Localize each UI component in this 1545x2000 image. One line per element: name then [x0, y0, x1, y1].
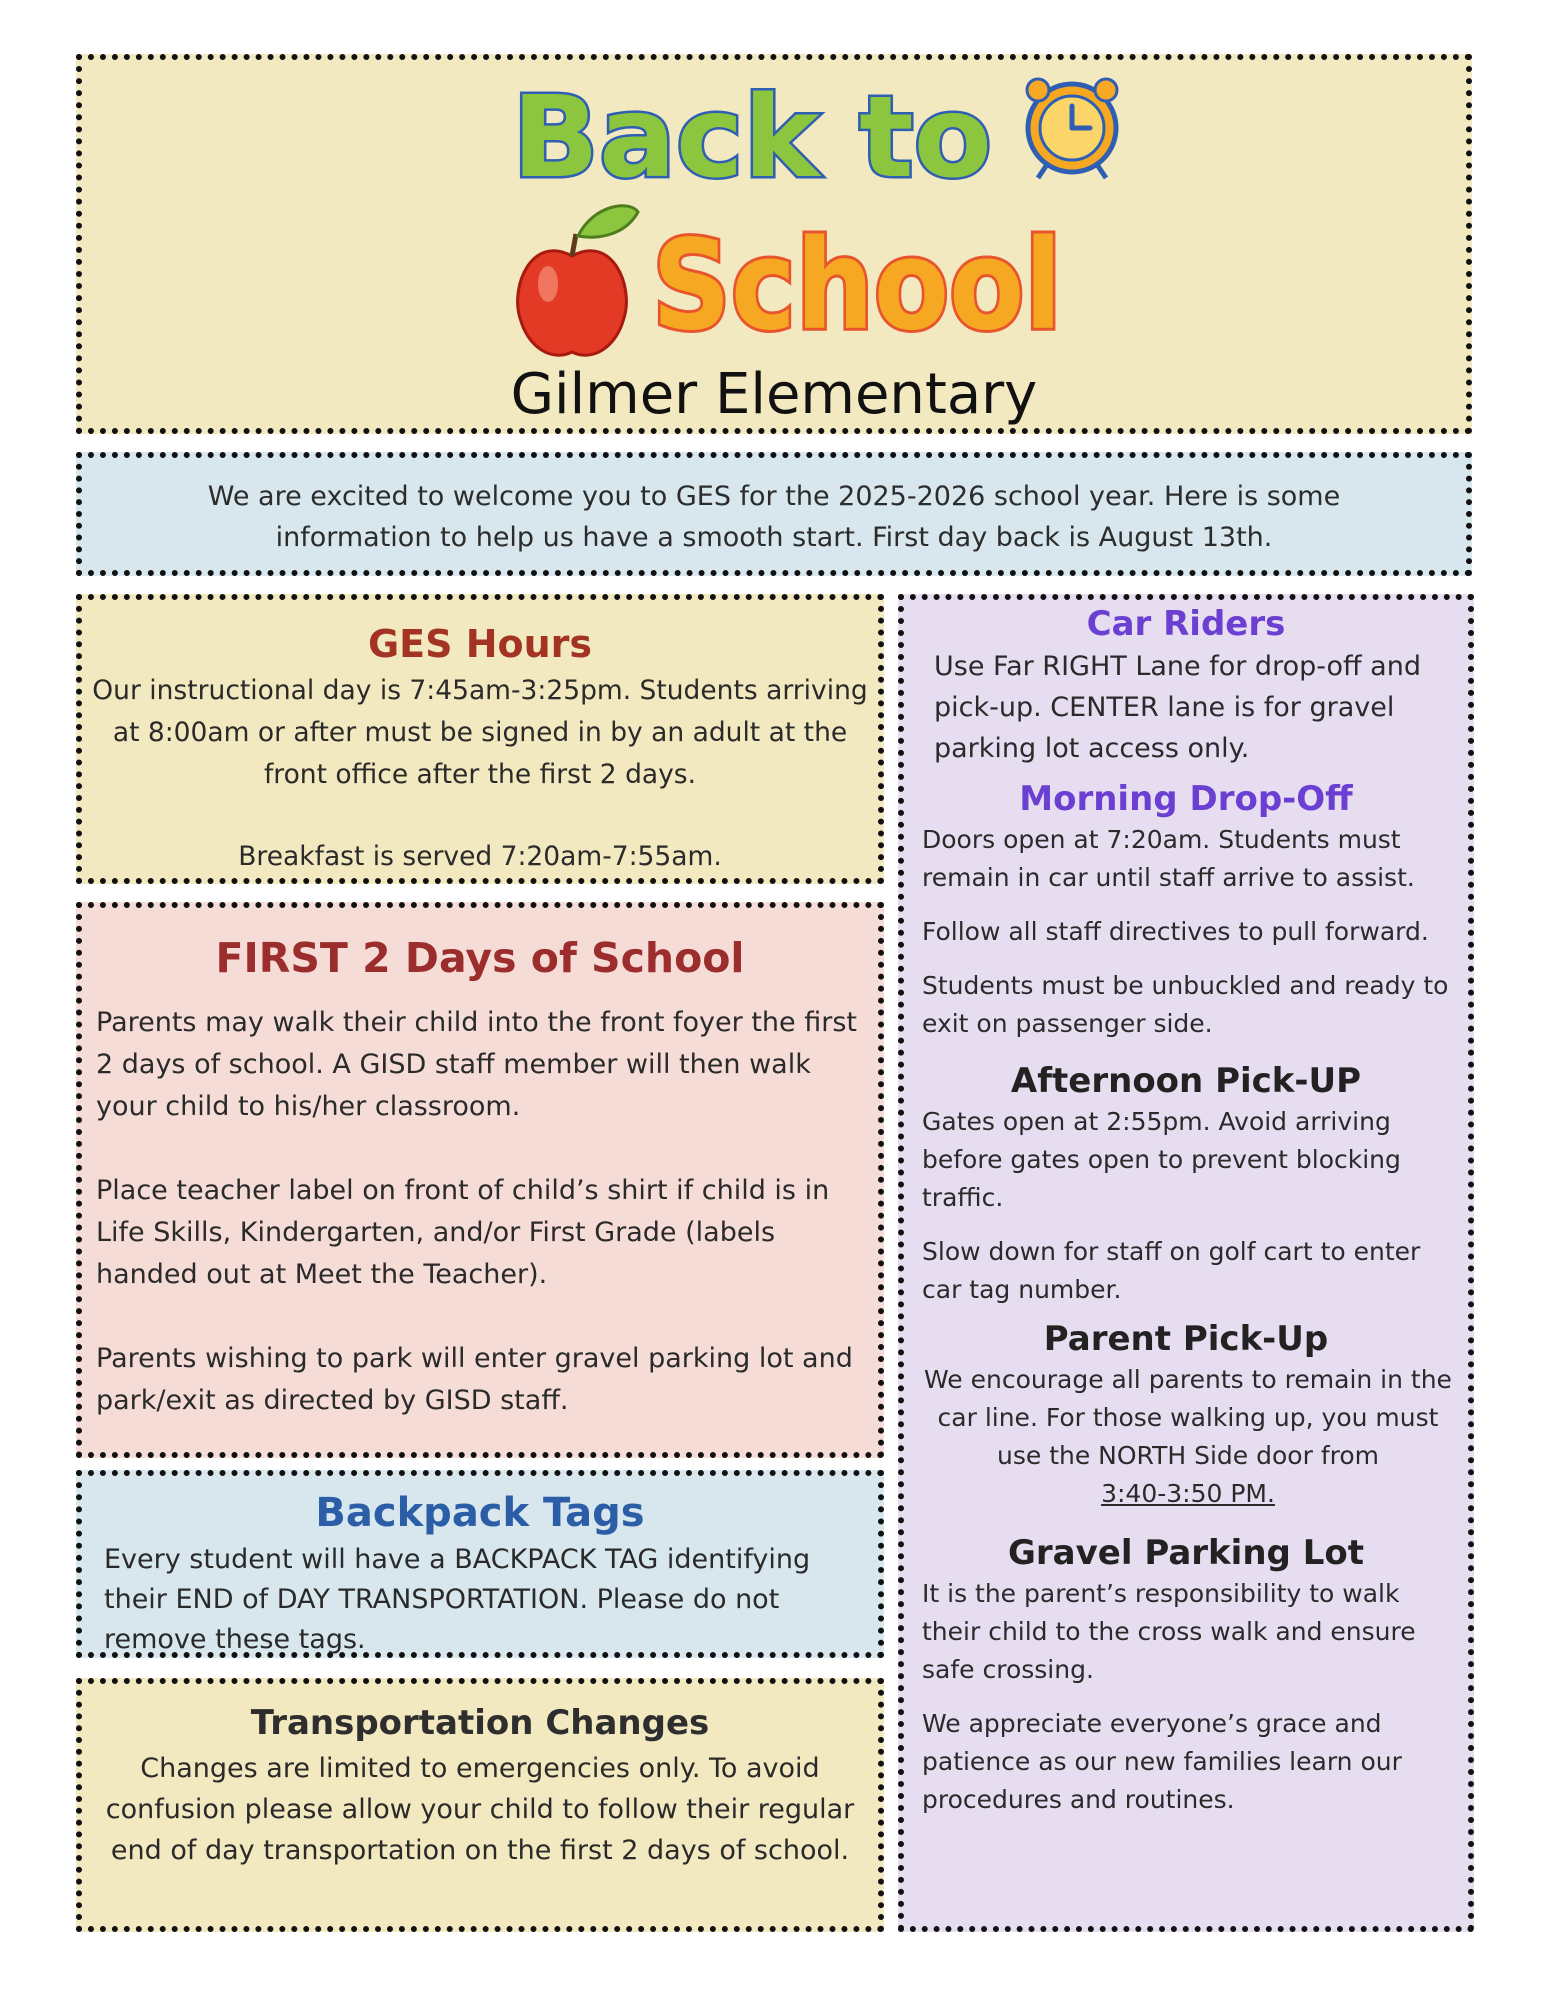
morning-paragraph-3: Students must be unbuckled and ready to exit on passenger side.	[922, 971, 1449, 1038]
gravel-paragraph-2: We appreciate everyone’s grace and patience as our new families learn our procedures and routines.	[922, 1709, 1402, 1814]
morning-paragraph-2: Follow all staff directives to pull forward.	[922, 917, 1429, 946]
car-riders-title: Car Riders	[1086, 604, 1286, 644]
first-days-paragraph-3: Parents wishing to park will enter gravel parking lot and park/exit as directed by GISD staff.	[96, 1343, 853, 1416]
breakfast-text: Breakfast is served 7:20am-7:55am.	[238, 841, 722, 872]
first-days-section	[76, 902, 884, 1458]
car-riders-text: Use Far RIGHT Lane for drop-off and pick-up. CENTER lane is for gravel parking lot access only.	[934, 651, 1421, 764]
transportation-text: Changes are limited to emergencies only. To avoid confusion please allow your child to follow their regular end of day transportation on the first 2 days of school.	[105, 1753, 855, 1866]
parent-pickup-time: 3:40-3:50 PM.	[1101, 1479, 1275, 1508]
morning-dropoff-title: Morning Drop-Off	[1019, 779, 1353, 819]
right-column-section	[898, 594, 1474, 1932]
ges-hours-title: GES Hours	[367, 622, 593, 666]
afternoon-paragraph-2: Slow down for staff on golf cart to enter car tag number.	[922, 1237, 1421, 1304]
gravel-parking-title: Gravel Parking Lot	[1008, 1533, 1364, 1573]
first-days-title: FIRST 2 Days of School	[215, 934, 745, 982]
gravel-paragraph-1: It is the parent’s responsibility to walk their child to the cross walk and ensure safe crossing.	[922, 1579, 1416, 1684]
ges-hours-text: Our instructional day is 7:45am-3:25pm. Students arriving at 8:00am or after must be signed in by an adult at the front office after the first 2 days.	[92, 675, 868, 790]
first-days-paragraph-1: Parents may walk their child into the front foyer the first 2 days of school. A GISD staff member will then walk your child to his/her classroom.	[96, 1007, 857, 1122]
afternoon-pickup-title: Afternoon Pick-UP	[1010, 1061, 1362, 1101]
header-banner	[76, 54, 1472, 434]
alarm-clock-icon	[1027, 79, 1117, 178]
backpack-tags-section	[76, 1470, 884, 1658]
afternoon-paragraph-1: Gates open at 2:55pm. Avoid arriving before gates open to prevent blocking traffic.	[922, 1107, 1401, 1212]
transportation-title: Transportation Changes	[250, 1703, 710, 1743]
backpack-tags-text: Every student will have a BACKPACK TAG identifying their END of DAY TRANSPORTATION. Please do not remove these tags.	[104, 1544, 811, 1655]
ges-hours-section	[76, 594, 884, 884]
morning-paragraph-1: Doors open at 7:20am. Students must remain in car until staff arrive to assist.	[922, 825, 1415, 892]
logo-line-2: School	[652, 214, 1062, 358]
apple-icon	[518, 206, 638, 355]
logo-line-1: Back to	[512, 73, 992, 203]
intro-text: We are excited to welcome you to GES for the 2025-2026 school year. Here is some information to help us have a smooth start. First day back is August 13th.	[207, 481, 1341, 553]
parent-pickup-title: Parent Pick-Up	[1043, 1319, 1329, 1359]
school-name: Gilmer Elementary	[510, 362, 1038, 427]
back-to-school-logo	[512, 66, 1192, 366]
parent-pickup-text: We encourage all parents to remain in the car line. For those walking up, you must use the NORTH Side door from	[924, 1365, 1452, 1470]
transportation-changes-section	[76, 1678, 884, 1932]
backpack-tags-title: Backpack Tags	[315, 1490, 645, 1536]
first-days-paragraph-2: Place teacher label on front of child’s shirt if child is in Life Skills, Kindergarten, and/or First Grade (labels handed out at Meet the Teacher).	[96, 1175, 830, 1290]
intro-box	[76, 452, 1472, 576]
